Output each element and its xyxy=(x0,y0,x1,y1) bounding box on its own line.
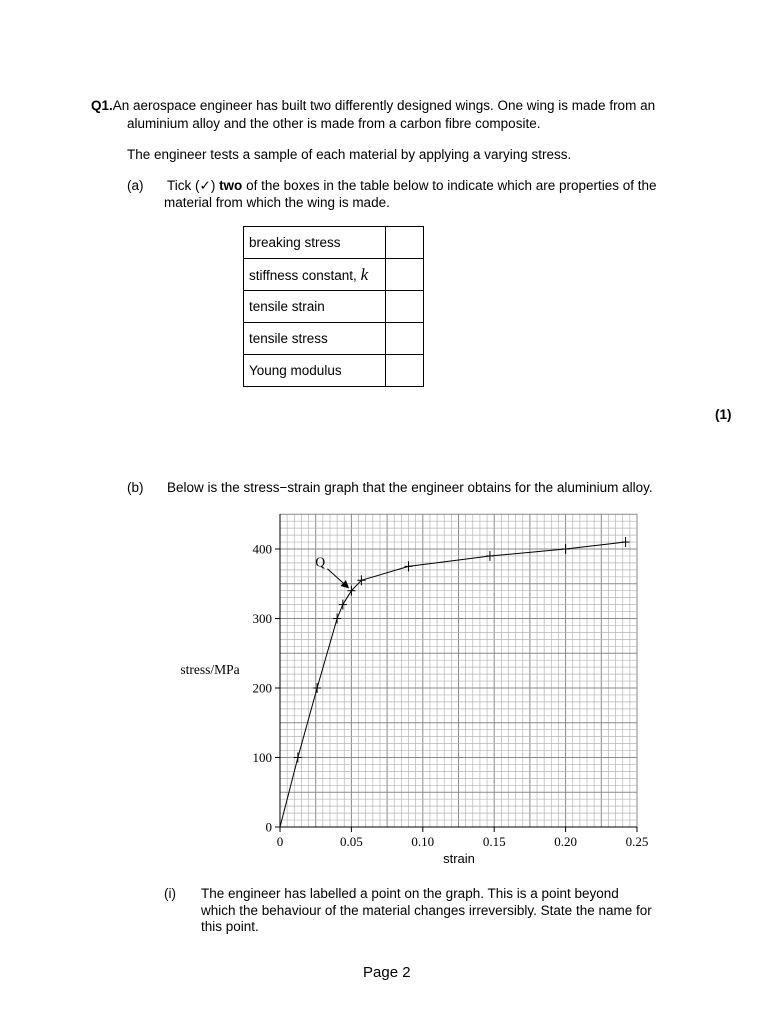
row-label: tensile stress xyxy=(244,323,386,355)
part-a-text-pre: Tick ( xyxy=(167,178,200,193)
y-tick-label: 300 xyxy=(252,611,272,626)
x-tick-label: 0.10 xyxy=(411,834,435,849)
chart-labels xyxy=(180,542,648,867)
row-label: tensile strain xyxy=(244,291,386,323)
part-a-text-bold: two xyxy=(219,178,243,193)
part-b-i-line3: this point. xyxy=(201,919,259,934)
y-tick-label: 400 xyxy=(252,541,272,557)
data-point xyxy=(339,600,347,610)
x-tick-label: 0.05 xyxy=(340,834,363,849)
x-tick-label: 0.20 xyxy=(554,834,577,849)
annotation-label: Q xyxy=(315,554,326,570)
tick-icon: ✓ xyxy=(199,178,211,193)
x-tick-label: 0.25 xyxy=(625,834,649,849)
series-line xyxy=(280,542,626,827)
part-b-i-line2: which the behaviour of the material changes irreversibly. State the name for xyxy=(201,903,652,918)
part-b-i-label: (i) xyxy=(164,886,176,901)
page-number: Page 2 xyxy=(363,964,411,981)
question-number: Q1. xyxy=(91,98,113,113)
part-a-label: (a) xyxy=(127,178,144,193)
k-symbol: k xyxy=(360,264,369,284)
x-tick-label: 0 xyxy=(276,834,284,849)
chart-axes xyxy=(275,514,637,832)
question-intro-line1: An aerospace engineer has built two differently designed wings. One wing is made from an xyxy=(112,98,656,113)
question-intro-line2: aluminium alloy and the other is made from a carbon fibre composite. xyxy=(127,116,541,131)
y-tick-label: 0 xyxy=(265,819,272,835)
part-a-text-post: of the boxes in the table below to indicate which are properties of the xyxy=(242,178,657,193)
row-label: breaking stress xyxy=(244,227,386,259)
part-a-marks: (1) xyxy=(715,407,732,422)
annotation-arrow xyxy=(327,569,348,588)
row-label-text: stiffness constant, xyxy=(249,267,361,283)
x-tick-label: 0.15 xyxy=(482,834,506,849)
y-axis-label: stress/MPa xyxy=(180,662,240,677)
part-a-text-mid: ) xyxy=(210,178,220,193)
chart-series xyxy=(280,542,626,827)
part-b-i-line1: The engineer has labelled a point on the graph. This is a point beyond xyxy=(201,886,619,901)
question-test-line: The engineer tests a sample of each material by applying a varying stress. xyxy=(127,147,572,162)
data-point xyxy=(333,614,341,624)
part-b-text: Below is the stress−strain graph that the engineer obtains for the aluminium alloy. xyxy=(167,480,653,495)
part-a-instruction-line2: material from which the wing is made. xyxy=(164,195,390,210)
data-point xyxy=(562,544,570,554)
chart-grid xyxy=(280,514,637,827)
part-b-label: (b) xyxy=(127,480,144,495)
data-point xyxy=(294,753,302,763)
row-label: Young modulus xyxy=(244,355,386,387)
data-point xyxy=(313,683,321,693)
y-tick-label: 100 xyxy=(252,750,272,765)
y-tick-label: 200 xyxy=(252,680,272,696)
x-axis-label: strain xyxy=(443,851,475,866)
